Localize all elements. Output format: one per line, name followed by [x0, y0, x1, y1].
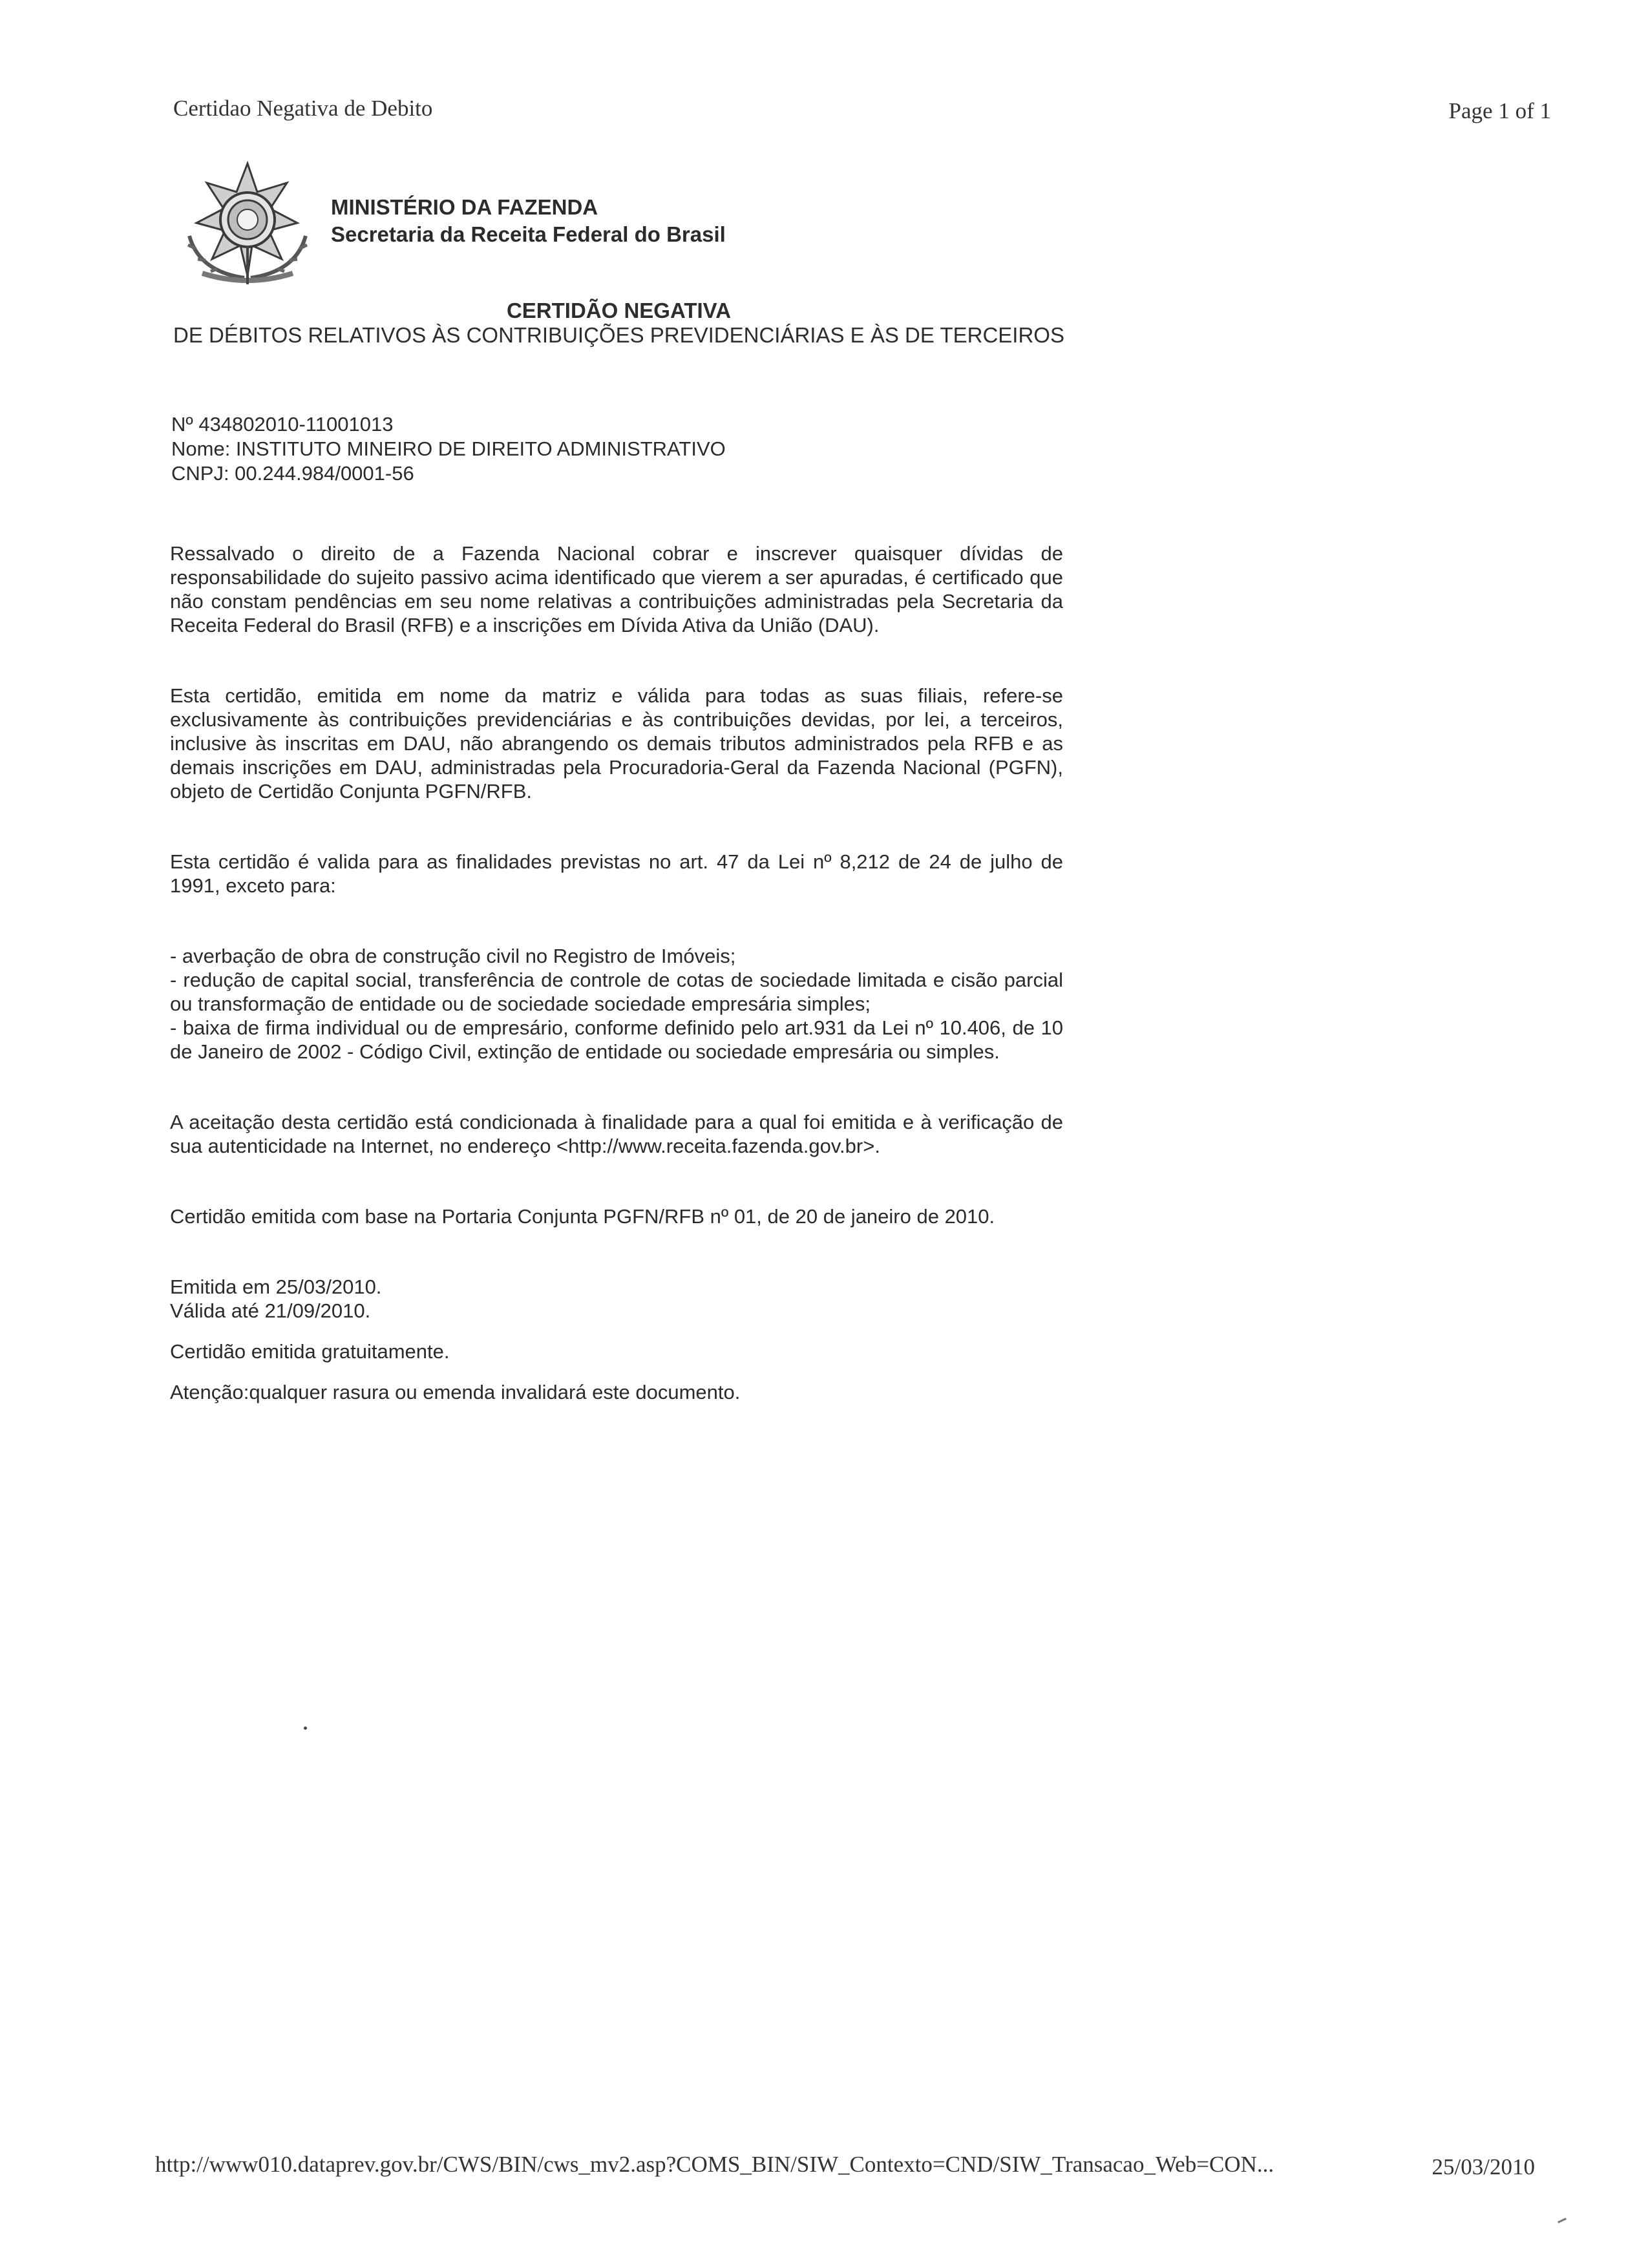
scan-mark: [1558, 2218, 1567, 2223]
footer-url: http://www010.dataprev.gov.br/CWS/BIN/cws_mv2.asp?COMS_BIN/SIW_Contexto=CND/SIW_Transacao_Web=CON...: [155, 2152, 1274, 2177]
certificate-title: [168, 299, 1070, 348]
document-header-title: Certidao Negativa de Debito: [173, 96, 433, 121]
ministry-name: MINISTÉRIO DA FAZENDA: [331, 195, 598, 219]
footer-date: 25/03/2010: [1431, 2154, 1535, 2179]
page-indicator: Page 1 of 1: [1448, 98, 1551, 123]
paragraph-legal-basis: Certidão emitida com base na Portaria Conjunta PGFN/RFB nº 01, de 20 de janeiro de 2010.: [170, 1205, 995, 1228]
paragraph-scope: Esta certidão, emitida em nome da matriz e válida para todas as suas filiais, refere-se exclusivamente às contribuições previdenciárias e às contribuições devidas, por lei, a terceiros, inclusive às inscritas em DAU, não abrangendo os demais tributos administrados pela RFB e as demais inscrições em DAU, administradas pela Procuradoria-Geral da Fazenda Nacional (PGFN), objeto de Certidão Conjunta PGFN/RFB.: [170, 684, 1063, 803]
valid-until-date: Válida até 21/09/2010.: [170, 1299, 371, 1322]
certificate-title-subtitle: DE DÉBITOS RELATIVOS ÀS CONTRIBUIÇÕES PREVIDENCIÁRIAS E ÀS DE TERCEIROS: [173, 323, 1064, 347]
brazil-coat-of-arms-icon: [173, 158, 322, 288]
list-item: - redução de capital social, transferência de controle de cotas de sociedade limitada e cisão parcial ou transformação de entidade ou de sociedade sociedade empresária simples;: [170, 969, 1063, 1015]
certificate-title-main: CERTIDÃO NEGATIVA: [506, 299, 732, 322]
list-item: - averbação de obra de construção civil no Registro de Imóveis;: [170, 945, 736, 967]
scan-speck: [304, 1727, 307, 1730]
taxpayer-name: Nome: INSTITUTO MINEIRO DE DIREITO ADMINISTRATIVO: [171, 437, 726, 460]
taxpayer-cnpj: CNPJ: 00.244.984/0001-56: [171, 462, 414, 485]
issue-dates: [170, 1275, 1063, 1323]
paragraph-acceptance: A aceitação desta certidão está condicionada à finalidade para a qual foi emitida e à verificação de sua autenticidade na Internet, no endereço <http://www.receita.fazenda.gov.br>.: [170, 1111, 1063, 1157]
tamper-warning: Atenção:qualquer rasura ou emenda invalidará este documento.: [170, 1381, 741, 1403]
issuing-organization: [331, 194, 726, 248]
free-issuance-note: Certidão emitida gratuitamente.: [170, 1340, 450, 1363]
taxpayer-identification: [171, 412, 726, 486]
certificate-body: [170, 541, 1063, 1421]
issued-date: Emitida em 25/03/2010.: [170, 1276, 382, 1298]
exceptions-list: [170, 944, 1063, 1064]
paragraph-ressalva: Ressalvado o direito de a Fazenda Nacional cobrar e inscrever quaisquer dívidas de responsabilidade do sujeito passivo acima identificado que vierem a ser apuradas, é certificado que não constam pendências em seu nome relativas a contribuições administradas pela Secretaria da Receita Federal do Brasil (RFB) e a inscrições em Dívida Ativa da União (DAU).: [170, 542, 1063, 636]
certificate-number: Nº 434802010-11001013: [171, 413, 394, 436]
list-item: - baixa de firma individual ou de empresário, conforme definido pelo art.931 da Lei nº 10.406, de 10 de Janeiro de 2002 - Código Civil, extinção de entidade ou sociedade empresária ou simples.: [170, 1016, 1063, 1063]
paragraph-validity: Esta certidão é valida para as finalidades previstas no art. 47 da Lei nº 8,212 de 24 de julho de 1991, exceto para:: [170, 850, 1063, 897]
secretariat-name: Secretaria da Receita Federal do Brasil: [331, 222, 726, 246]
